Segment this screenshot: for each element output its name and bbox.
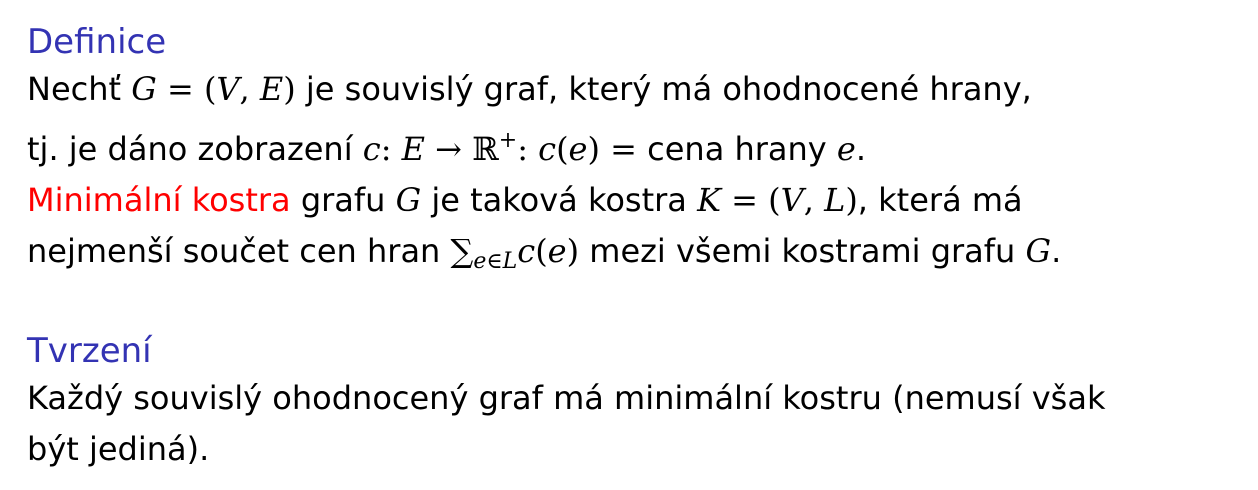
math-comma: , <box>803 181 825 219</box>
math-paren-close-eq: ) = <box>587 130 637 168</box>
text: tj. je dáno zobrazení <box>27 130 363 168</box>
claim-block <box>27 329 1105 475</box>
text: je souvislý graf, který má ohodnocené hrany, <box>295 70 1032 108</box>
claim-heading: Tvrzení <box>27 331 152 371</box>
math-sum: ∑ <box>450 232 474 270</box>
math-sum-subscript: e∈L <box>473 249 518 274</box>
math-colon: : <box>380 130 402 168</box>
math-E: E <box>401 130 425 168</box>
text: , která má <box>857 181 1023 219</box>
math-G: G <box>131 70 157 108</box>
claim-line-2: být jediná). <box>27 430 210 468</box>
text: cena hrany <box>636 130 837 168</box>
math-e: e <box>547 232 567 270</box>
math-close: ) <box>845 181 858 219</box>
math-close: ) <box>283 70 296 108</box>
math-paren-close: ) <box>566 232 580 270</box>
math-G: G <box>395 181 422 219</box>
text: mezi všemi kostrami grafu <box>579 232 1026 270</box>
math-c: c <box>538 130 557 168</box>
text: grafu <box>290 181 396 219</box>
text: nejmenší součet cen hran <box>27 232 451 270</box>
math-c: c <box>362 130 381 168</box>
definition-line-4 <box>27 226 1061 287</box>
definition-block <box>27 20 1061 287</box>
math-V: V <box>780 181 804 219</box>
text: . <box>1051 232 1062 270</box>
text: Nechť <box>27 70 132 108</box>
math-K: K <box>697 181 721 219</box>
definition-heading: Definice <box>27 22 167 62</box>
math-e: e <box>568 130 588 168</box>
math-G: G <box>1025 232 1052 270</box>
text: je taková kostra <box>421 181 698 219</box>
math-arrow-reals: → ℝ <box>425 130 499 168</box>
math-eq-open: = ( <box>720 181 781 219</box>
math-superscript-plus: + <box>498 128 518 153</box>
math-comma: , <box>239 70 260 108</box>
math-E: E <box>259 70 284 108</box>
definition-line-2 <box>27 115 1061 175</box>
definition-line-1 <box>27 64 1061 115</box>
definition-line-3 <box>27 175 1061 226</box>
claim-line-1: Každý souvislý ohodnocený graf má minimální kostru (nemusí však <box>27 379 1106 417</box>
math-c: c <box>517 232 536 270</box>
math-paren-open: ( <box>535 232 548 270</box>
math-e: e <box>836 130 856 168</box>
math-colon: : <box>517 130 528 168</box>
math-V: V <box>216 70 240 108</box>
text: . <box>855 130 867 168</box>
highlighted-term: Minimální kostra <box>27 181 291 219</box>
math-L: L <box>824 181 846 219</box>
math-paren-open: ( <box>556 130 569 168</box>
math-eq-open: = ( <box>156 70 217 108</box>
